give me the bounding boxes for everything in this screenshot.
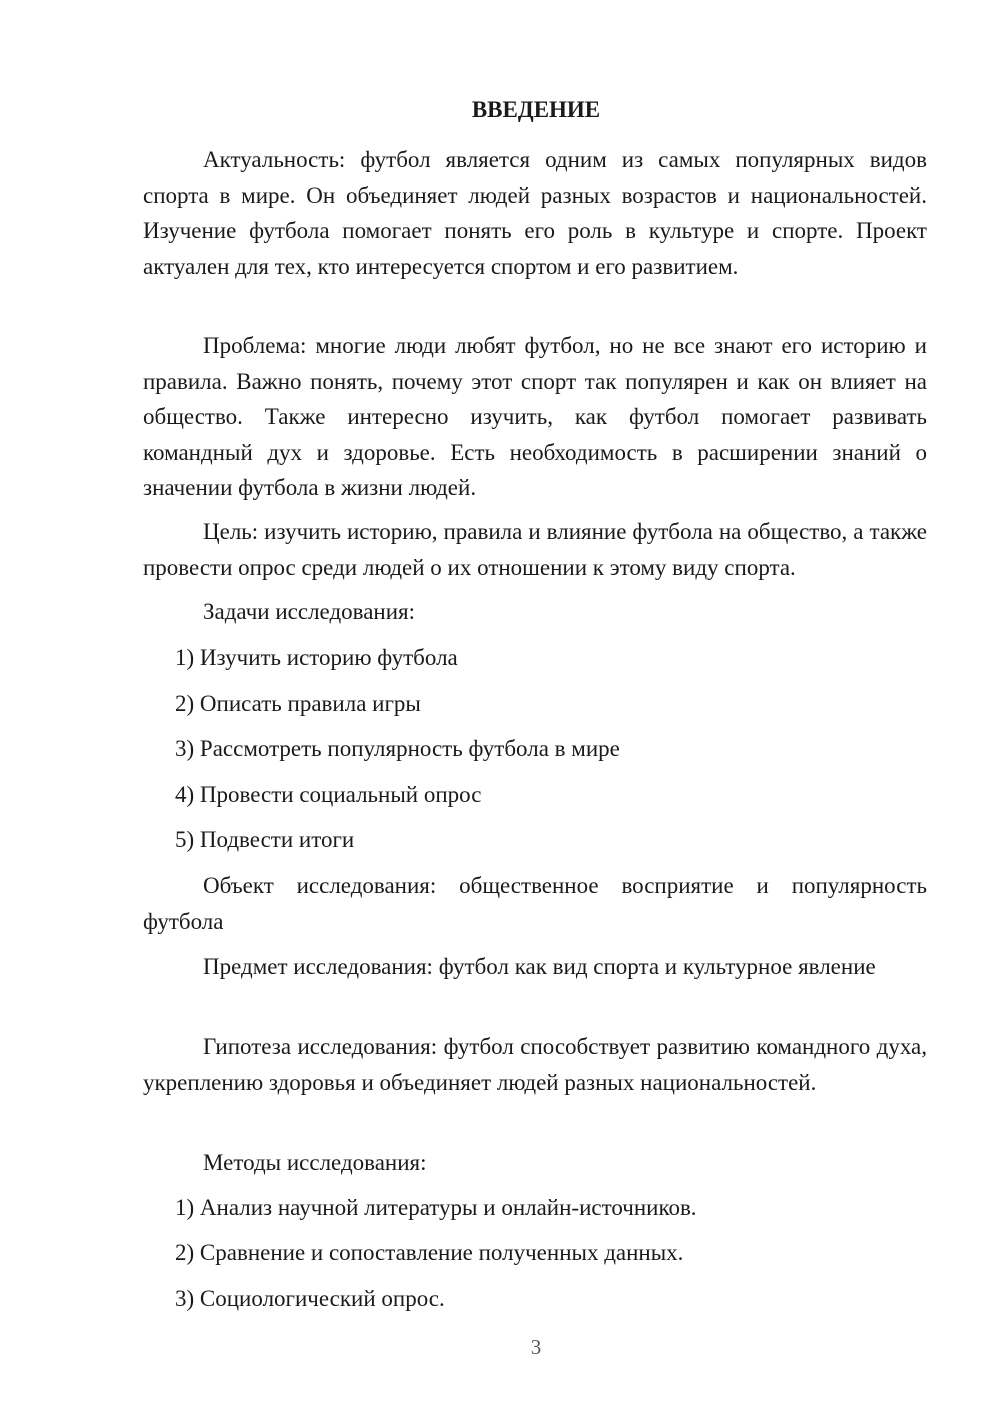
- hypothesis-paragraph: Гипотеза исследования: футбол способствует развитию командного духа, укреплению здоровья и объединяет людей разных национальностей.: [143, 1034, 927, 1095]
- problem-paragraph: Проблема: многие люди любят футбол, но не все знают его историю и правила. Важно понять, почему этот спорт так популярен и как он влияет на общество. Также интересно изучить, как футбол помогает развивать командный дух и здоровье. Есть необходимость в расширении знаний о значении футбола в жизни людей.: [143, 333, 927, 500]
- goal-paragraph: Цель: изучить историю, правила и влияние футбола на общество, а также провести опрос среди людей о их отношении к этому виду спорта.: [143, 519, 927, 580]
- page-number: 3: [530, 1335, 542, 1359]
- task-item: 5) Подвести итоги: [175, 827, 355, 852]
- relevance-paragraph: Актуальность: футбол является одним из самых популярных видов спорта в мире. Он объединяет людей разных возрастов и национальностей. Изучение футбола помогает понять его роль в культуре и спорте. Проект актуален для тех, кто интересуется спортом и его развитием.: [143, 147, 927, 279]
- method-item: 1) Анализ научной литературы и онлайн-источников.: [175, 1195, 697, 1220]
- tasks-heading: Задачи исследования:: [203, 599, 416, 624]
- method-item: 3) Социологический опрос.: [175, 1286, 445, 1311]
- subject-paragraph: Предмет исследования: футбол как вид спорта и культурное явление: [203, 954, 876, 979]
- section-title: ВВЕДЕНИЕ: [471, 97, 601, 122]
- task-item: 1) Изучить историю футбола: [175, 645, 458, 670]
- object-paragraph: Объект исследования: общественное восприятие и популярность футбола: [143, 873, 927, 934]
- method-item: 2) Сравнение и сопоставление полученных данных.: [175, 1240, 684, 1265]
- task-item: 3) Рассмотреть популярность футбола в мире: [175, 736, 620, 761]
- task-item: 2) Описать правила игры: [175, 691, 421, 716]
- task-item: 4) Провести социальный опрос: [175, 782, 482, 807]
- methods-heading: Методы исследования:: [203, 1150, 427, 1175]
